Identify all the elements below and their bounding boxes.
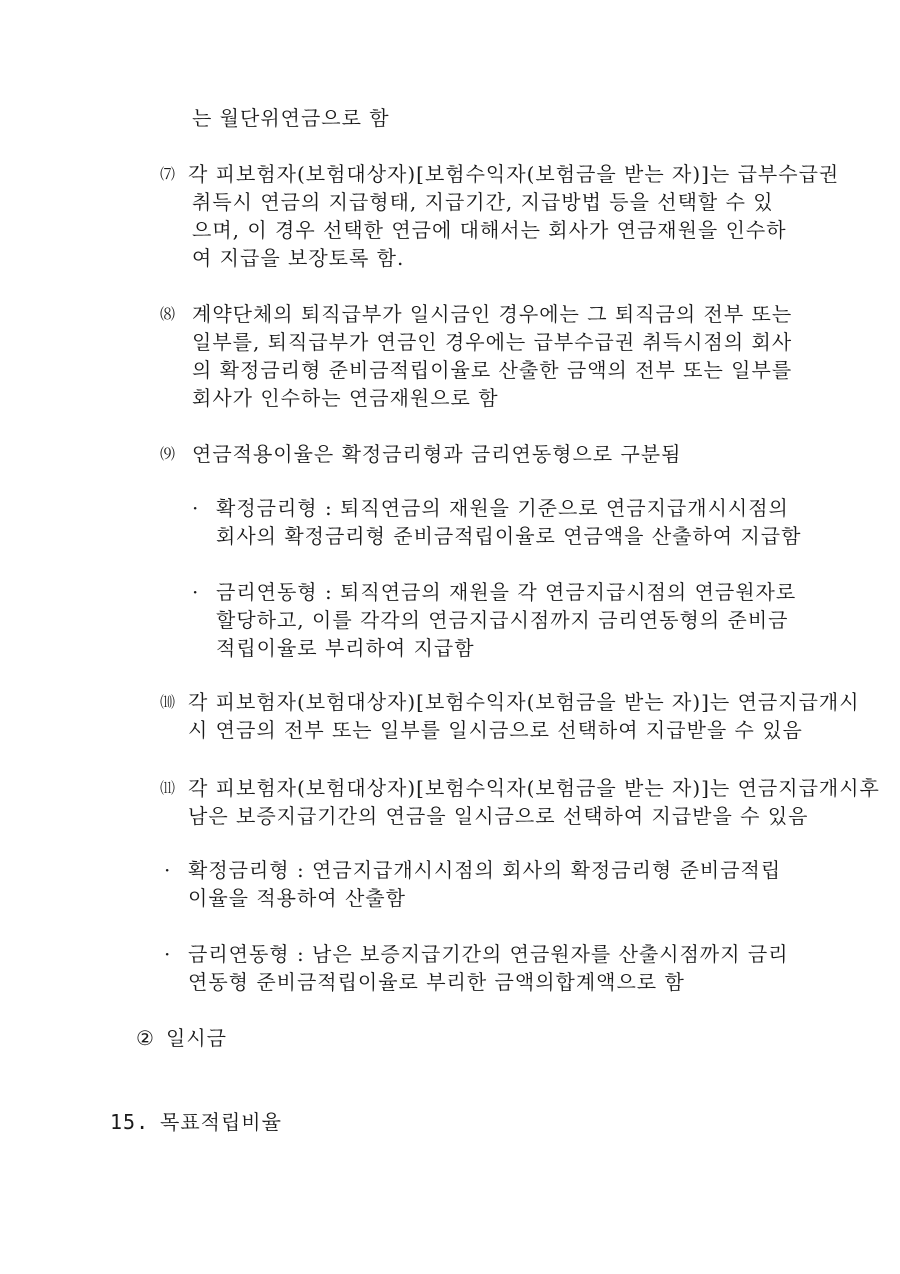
item-8-number: ⑻ <box>160 305 176 323</box>
section-15-number: 15. <box>110 1110 150 1134</box>
item-9-bullet-1-line-2: 회사의 확정금리형 준비금적립이율로 연금액을 산출하여 지급함 <box>216 524 802 548</box>
item-11-number: ⑾ <box>160 779 176 797</box>
item-11-bullet-2-line-2: 연동형 준비금적립이율로 부리한 금액의합계액으로 함 <box>188 970 685 994</box>
item-11-bullet-1-mark: · <box>164 858 172 882</box>
item-9-bullet-2-line-1: 금리연동형 : 퇴직연금의 재원을 각 연금지급시점의 연금원자로 <box>216 580 797 604</box>
continuation-line: 는 월단위연금으로 함 <box>192 106 390 130</box>
item-7-line-1: 각 피보험자(보험대상자)[보험수익자(보험금을 받는 자)]는 급부수급권 <box>188 162 840 186</box>
item-11-line-2: 남은 보증지급기간의 연금을 일시금으로 선택하여 지급받을 수 있음 <box>188 804 809 828</box>
item-10-line-2: 시 연금의 전부 또는 일부를 일시금으로 선택하여 지급받을 수 있음 <box>188 718 803 742</box>
section-15-title: 목표적립비율 <box>160 1110 282 1134</box>
item-11-bullet-1-line-2: 이율을 적용하여 산출함 <box>188 886 406 910</box>
item-7-line-4: 여 지급을 보장토록 함. <box>192 246 405 270</box>
item-9-bullet-1-mark: · <box>192 496 200 520</box>
item-8-line-4: 회사가 인수하는 연금재원으로 함 <box>192 386 499 410</box>
item-11-line-1: 각 피보험자(보험대상자)[보험수익자(보험금을 받는 자)]는 연금지급개시후 <box>188 776 880 800</box>
item-11-bullet-1-line-1: 확정금리형 : 연금지급개시시점의 회사의 확정금리형 준비금적립 <box>188 858 782 882</box>
item-7-line-3: 으며, 이 경우 선택한 연금에 대해서는 회사가 연금재원을 인수하 <box>192 218 787 242</box>
item-9-bullet-2-line-2: 할당하고, 이를 각각의 연금지급시점까지 금리연동형의 준비금 <box>216 608 789 632</box>
item-7-line-2: 취득시 연금의 지급형태, 지급기간, 지급방법 등을 선택할 수 있 <box>192 190 774 214</box>
item-8-line-1: 계약단체의 퇴직급부가 일시금인 경우에는 그 퇴직금의 전부 또는 <box>192 302 793 326</box>
item-7-number: ⑺ <box>160 165 176 183</box>
item-8-line-3: 의 확정금리형 준비금적립이율로 산출한 금액의 전부 또는 일부를 <box>192 358 793 382</box>
sub-item-2-label: 일시금 <box>166 1026 227 1050</box>
item-8-line-2: 일부를, 퇴직급부가 연금인 경우에는 급부수급권 취득시점의 회사 <box>192 330 793 354</box>
item-9-bullet-2-mark: · <box>192 580 200 604</box>
item-9-bullet-1-line-1: 확정금리형 : 퇴직연금의 재원을 기준으로 연금지급개시시점의 <box>216 496 789 520</box>
item-10-line-1: 각 피보험자(보험대상자)[보험수익자(보험금을 받는 자)]는 연금지급개시 <box>188 690 860 714</box>
sub-item-2-mark: ② <box>136 1026 155 1050</box>
item-11-bullet-2-mark: · <box>164 942 172 966</box>
item-9-number: ⑼ <box>160 445 176 463</box>
item-9-line-1: 연금적용이율은 확정금리형과 금리연동형으로 구분됨 <box>192 442 682 466</box>
item-11-bullet-2-line-1: 금리연동형 : 남은 보증지급기간의 연금원자를 산출시점까지 금리 <box>188 942 789 966</box>
item-10-number: ⑽ <box>160 693 176 711</box>
item-9-bullet-2-line-3: 적립이율로 부리하여 지급함 <box>216 636 475 660</box>
